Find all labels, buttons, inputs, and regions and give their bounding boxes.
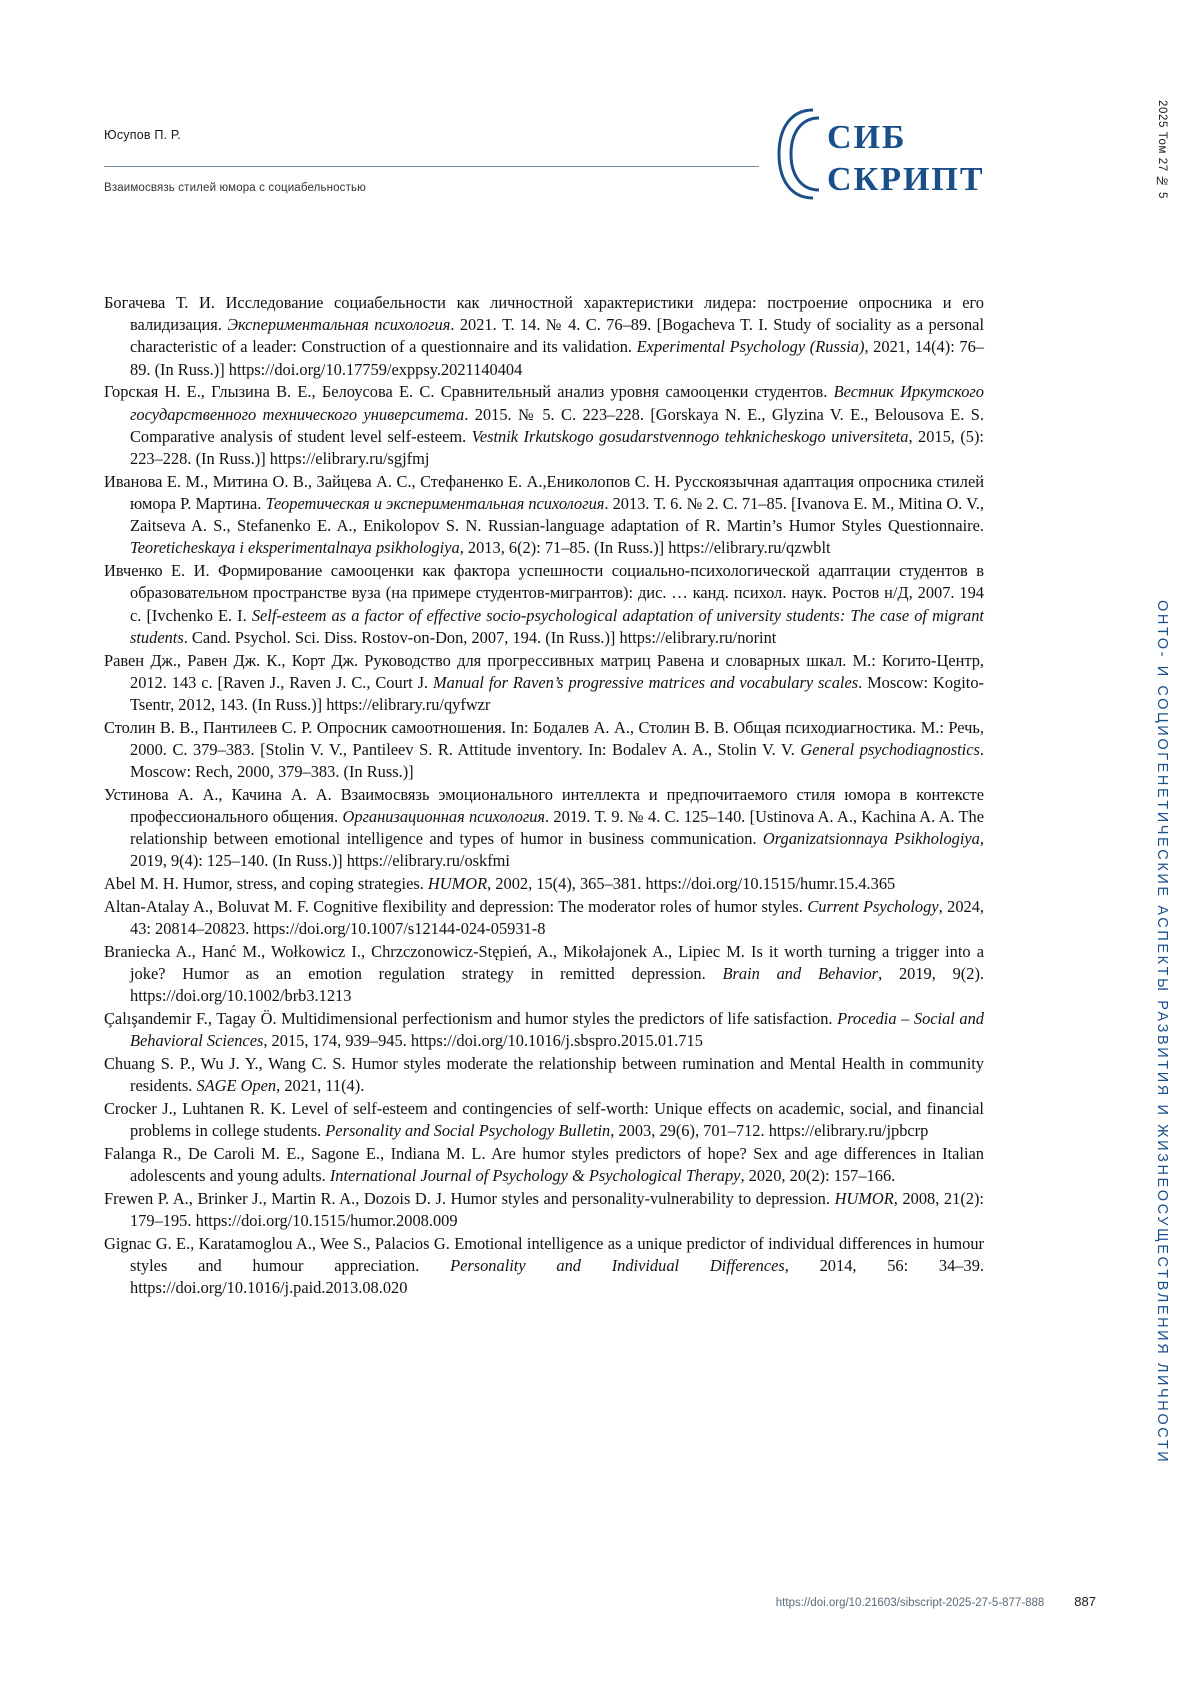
list-item: Горская Н. Е., Глызина В. Е., Белоусова Е. С. Сравнительный анализ уровня самооценки студентов. Вестник Иркутского государственного технического университета. 2015. № 5. С. 223–228. [Gorskaya N. E., Glyzina V. E., Belousova E. S. Comparative analysis of student level self-esteem. Vestnik Irkutskogo gosudarstvennogo tehknicheskogo universiteta, 2015, (5): 223–228. (In Russ.)] https://elibrary.ru/sgjfmj — [104, 382, 985, 469]
list-item: Ивченко Е. И. Формирование самооценки как фактора успешности социально-психологической адаптации студентов в образовательном пространстве вуза (на примере студентов-мигрантов): дис. … канд. психол. наук. Ростов н/Д, 2007. 194 с. [Ivchenko E. I. Self-esteem as a factor of effective socio-psychological adaptation of university students: The case of migrant students. Cand. Psychol. Sci. Diss. Rostov-on-Don, 2007, 194. (In Russ.)] https://elibrary.ru/norint — [104, 561, 984, 647]
list-item: Богачева Т. И. Исследование социабельности как личностной характеристики лидера: построение опросника и его валидизация. Экспериментальная психология. 2021. Т. 14. № 4. С. 76–89. [Bogacheva T. I. Study of sociality as a personal characteristic of a leader: Construction of a questionnaire and its validation. Experimental Psychology (Russia), 2021, 14(4): 76–89. (In Russ.)] https://doi.org/10.17759/exppsy.2021140404 — [104, 293, 985, 379]
issue-meta: 2025 Том 27 № 5 — [1156, 100, 1168, 199]
page-footer — [0, 1593, 1200, 1611]
list-item: Braniecka A., Hanć M., Wołkowicz I., Chrzczonowicz-Stępień, A., Mikołajonek A., Lipiec M. Is it worth turning a trigger into a joke? Humor as an emotion regulation strategy in remitted depression. Brain and Behavior, 2019, 9(2). https://doi.org/10.1002/brb3.1213 — [104, 941, 985, 1006]
list-item: Иванова Е. М., Митина О. В., Зайцева А. С., Стефаненко Е. А.,Ениколопов С. Н. Русскоязычная адаптация опросника стилей юмора Р. Мартина. Теоретическая и экспериментальная психология. 2013. Т. 6. № 2. С. 71–85. [Ivanova E. M., Mitina O. V., Zaitseva A. S., Stefanenko E. A., Enikolopov S. N. Russian-language adaptation of R. Martin’s Humor Styles Questionnaire. Teoreticheskaya i eksperimentalnaya psikhologiya, 2013, 6(2): 71–85. (In Russ.)] https://elibrary.ru/qzwblt — [104, 471, 984, 558]
svg-text:СИБ: СИБ — [827, 119, 907, 156]
list-item: Crocker J., Luhtanen R. K. Level of self-esteem and contingencies of self-worth: Unique effects on academic, social, and financial problems in college students. Personality and Social Psychology Bulletin, 2003, 29(6), 701–712. https://elibrary.ru/jpbcrp — [104, 1098, 984, 1141]
list-item: Falanga R., De Caroli M. E., Sagone E., Indiana M. L. Are humor styles predictors of hope? Sex and age differences in Italian adolescents and young adults. International Journal of Psychology & Psychological Therapy, 2020, 20(2): 157–166. — [104, 1143, 984, 1186]
footer-doi: https://doi.org/10.21603/sibscript-2025-27-5-877-888 — [775, 1597, 1045, 1609]
svg-text:СКРИПТ: СКРИПТ — [827, 161, 985, 198]
sibscript-logo — [775, 104, 990, 204]
list-item: Abel M. H. Humor, stress, and coping strategies. HUMOR, 2002, 15(4), 365–381. https://doi.org/10.1515/humr.15.4.365 — [104, 874, 896, 894]
list-item: Altan-Atalay A., Boluvat M. F. Cognitive flexibility and depression: The moderator roles of humor styles. Current Psychology, 2024, 43: 20814–20823. https://doi.org/10.1007/s12144-024-05931-8 — [104, 896, 985, 939]
section-title-vertical: ОНТО- И СОЦИОГЕНЕТИЧЕСКИЕ АСПЕКТЫ РАЗВИТИЯ И ЖИЗНЕОСУЩЕСТВЛЕНИЯ ЛИЧНОСТИ — [1154, 600, 1170, 1465]
reference-list — [104, 292, 984, 1300]
header-divider — [104, 166, 759, 167]
list-item: Frewen P. A., Brinker J., Martin R. A., Dozois D. J. Humor styles and personality-vulnerability to depression. HUMOR, 2008, 21(2): 179–195. https://doi.org/10.1515/humor.2008.009 — [104, 1188, 984, 1230]
header-author: Юсупов П. Р. — [104, 128, 181, 142]
list-item: Равен Дж., Равен Дж. К., Корт Дж. Руководство для прогрессивных матриц Равена и словарных шкал. М.: Когито-Центр, 2012. 143 с. [Raven J., Raven J. C., Court J. Manual for Raven’s progressive matrices and vocabulary scales. Moscow: Kogito-Tsentr, 2012, 143. (In Russ.)] https://elibrary.ru/qyfwzr — [104, 650, 984, 714]
list-item: Gignac G. E., Karatamoglou A., Wee S., Palacios G. Emotional intelligence as a unique predictor of individual differences in humour styles and humour appreciation. Personality and Individual Differences, 2014, 56: 34–39. https://doi.org/10.1016/j.paid.2013.08.020 — [104, 1233, 984, 1298]
list-item: Chuang S. P., Wu J. Y., Wang C. S. Humor styles moderate the relationship between rumination and Mental Health in community residents. SAGE Open, 2021, 11(4). — [104, 1053, 984, 1096]
list-item: Столин В. В., Пантилеев С. Р. Опросник самоотношения. In: Бодалев А. А., Столин В. В. Общая психодиагностика. М.: Речь, 2000. С. 379–383. [Stolin V. V., Pantileev S. R. Attitude inventory. In: Bodalev A. A., Stolin V. V. General psychodiagnostics. Moscow: Rech, 2000, 379–383. (In Russ.)] — [104, 717, 984, 782]
list-item: Çalışandemir F., Tagay Ö. Multidimensional perfectionism and humor styles the predictors of life satisfaction. Procedia – Social and Behavioral Sciences, 2015, 174, 939–945. https://doi.org/10.1016/j.sbspro.2015.01.715 — [104, 1009, 985, 1051]
header-article-title: Взаимосвязь стилей юмора с социабельностью — [104, 182, 366, 194]
page-header — [104, 128, 784, 154]
page-number: 887 — [1074, 1594, 1096, 1609]
list-item: Устинова А. А., Качина А. А. Взаимосвязь эмоционального интеллекта и предпочитаемого стиля юмора в контексте профессионального общения. Организационная психология. 2019. Т. 9. № 4. С. 125–140. [Ustinova A. A., Kachina A. A. The relationship between emotional intelligence and types of humor in business communication. Organizatsionnaya Psikhologiya, 2019, 9(4): 125–140. (In Russ.)] https://elibrary.ru/oskfmi — [104, 784, 984, 871]
